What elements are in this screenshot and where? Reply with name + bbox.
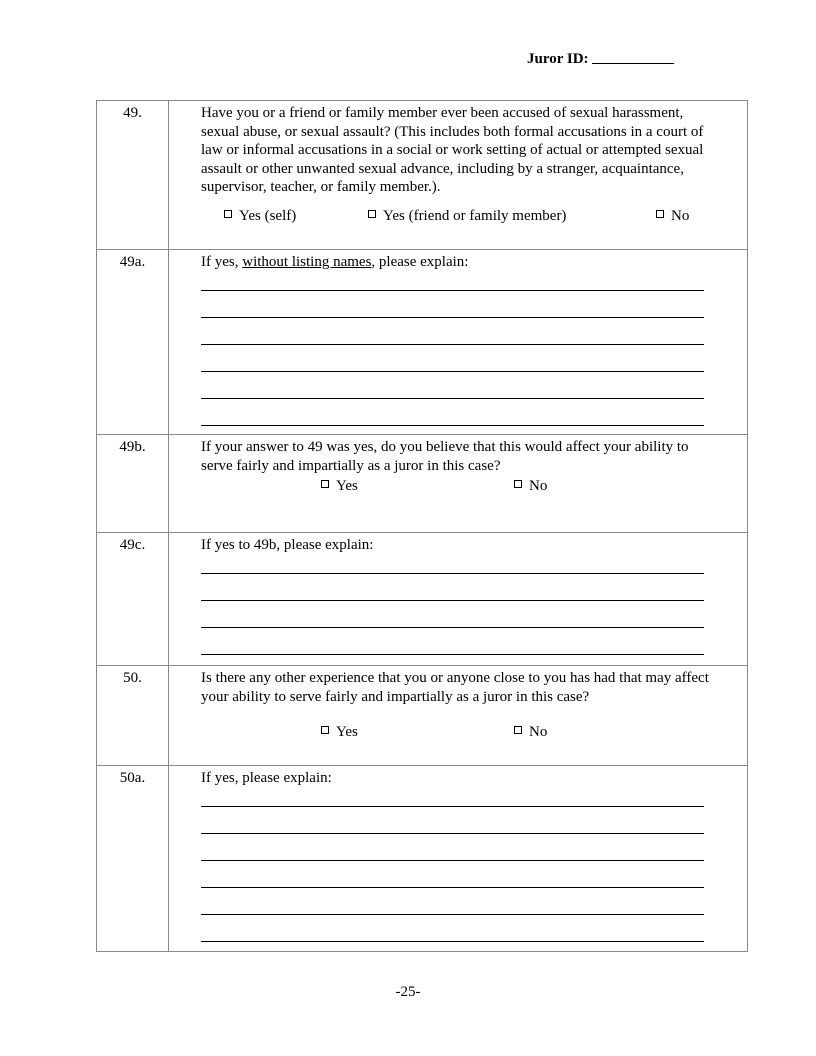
- checkbox[interactable]: [514, 726, 522, 734]
- juror-id-field[interactable]: [592, 48, 674, 64]
- option-no[interactable]: No: [656, 207, 689, 226]
- question-text: If yes, please explain:: [201, 770, 332, 786]
- question-cell: [169, 435, 748, 533]
- answer-line[interactable]: [201, 807, 704, 834]
- juror-id-header: [527, 48, 674, 68]
- question-text: If yes to 49b, please explain:: [201, 537, 374, 553]
- question-number: 49c.: [97, 533, 169, 666]
- question-row-50: [97, 666, 748, 766]
- question-row-49: [97, 101, 748, 250]
- question-number: 49.: [97, 101, 169, 250]
- question-text: If yes, without listing names, please explain:: [201, 254, 469, 270]
- question-text: Is there any other experience that you or anyone close to you has had that may affect your ability to serve fairly and impartially as a juror in this case?: [201, 670, 709, 705]
- question-cell: [169, 666, 748, 766]
- option-no[interactable]: No: [514, 723, 547, 742]
- answer-line[interactable]: [201, 601, 704, 628]
- underlined-emphasis: without listing names: [242, 254, 372, 270]
- page-number: -25-: [395, 984, 421, 1000]
- option-yes-self[interactable]: Yes (self): [224, 207, 296, 226]
- question-row-49a: [97, 250, 748, 435]
- answer-line[interactable]: [201, 861, 704, 888]
- question-text: If your answer to 49 was yes, do you believe that this would affect your ability to serve fairly and impartially as a juror in this case?: [201, 439, 689, 474]
- question-number: 49a.: [97, 250, 169, 435]
- option-yes[interactable]: Yes: [321, 723, 358, 742]
- question-cell: [169, 250, 748, 435]
- options-group: [201, 477, 719, 499]
- question-cell: [169, 533, 748, 666]
- question-row-49b: [97, 435, 748, 533]
- question-row-49c: [97, 533, 748, 666]
- answer-line[interactable]: [201, 291, 704, 318]
- question-number: 50a.: [97, 766, 169, 952]
- answer-line[interactable]: [201, 834, 704, 861]
- checkbox[interactable]: [656, 210, 664, 218]
- options-group: [201, 207, 719, 229]
- question-number: 50.: [97, 666, 169, 766]
- answer-line[interactable]: [201, 399, 704, 426]
- question-cell: [169, 766, 748, 952]
- question-cell: [169, 101, 748, 250]
- checkbox[interactable]: [321, 726, 329, 734]
- answer-line[interactable]: [201, 345, 704, 372]
- checkbox[interactable]: [514, 480, 522, 488]
- questionnaire-table: [96, 100, 748, 952]
- checkbox[interactable]: [321, 480, 329, 488]
- option-yes[interactable]: Yes: [321, 477, 358, 496]
- answer-line[interactable]: [201, 788, 704, 807]
- answer-line[interactable]: [201, 574, 704, 601]
- answer-line[interactable]: [201, 318, 704, 345]
- question-row-50a: [97, 766, 748, 952]
- answer-line[interactable]: [201, 372, 704, 399]
- question-text: Have you or a friend or family member ever been accused of sexual harassment, sexual abuse, or sexual assault? (This includes both formal accusations in a court of law or informal accusations in a social or work setting of actual or attempted sexual assault or other unwanted sexual advance, including by a stranger, acquaintance, supervisor, teacher, or family member.).: [201, 105, 704, 195]
- checkbox[interactable]: [368, 210, 376, 218]
- juror-id-label: Juror ID:: [527, 51, 589, 67]
- answer-line[interactable]: [201, 888, 704, 915]
- answer-line[interactable]: [201, 555, 704, 574]
- question-number: 49b.: [97, 435, 169, 533]
- options-group: [201, 723, 719, 745]
- option-yes-friend-family[interactable]: Yes (friend or family member): [368, 207, 566, 226]
- answer-line[interactable]: [201, 628, 704, 655]
- option-no[interactable]: No: [514, 477, 547, 496]
- answer-line[interactable]: [201, 272, 704, 291]
- checkbox[interactable]: [224, 210, 232, 218]
- answer-line[interactable]: [201, 915, 704, 942]
